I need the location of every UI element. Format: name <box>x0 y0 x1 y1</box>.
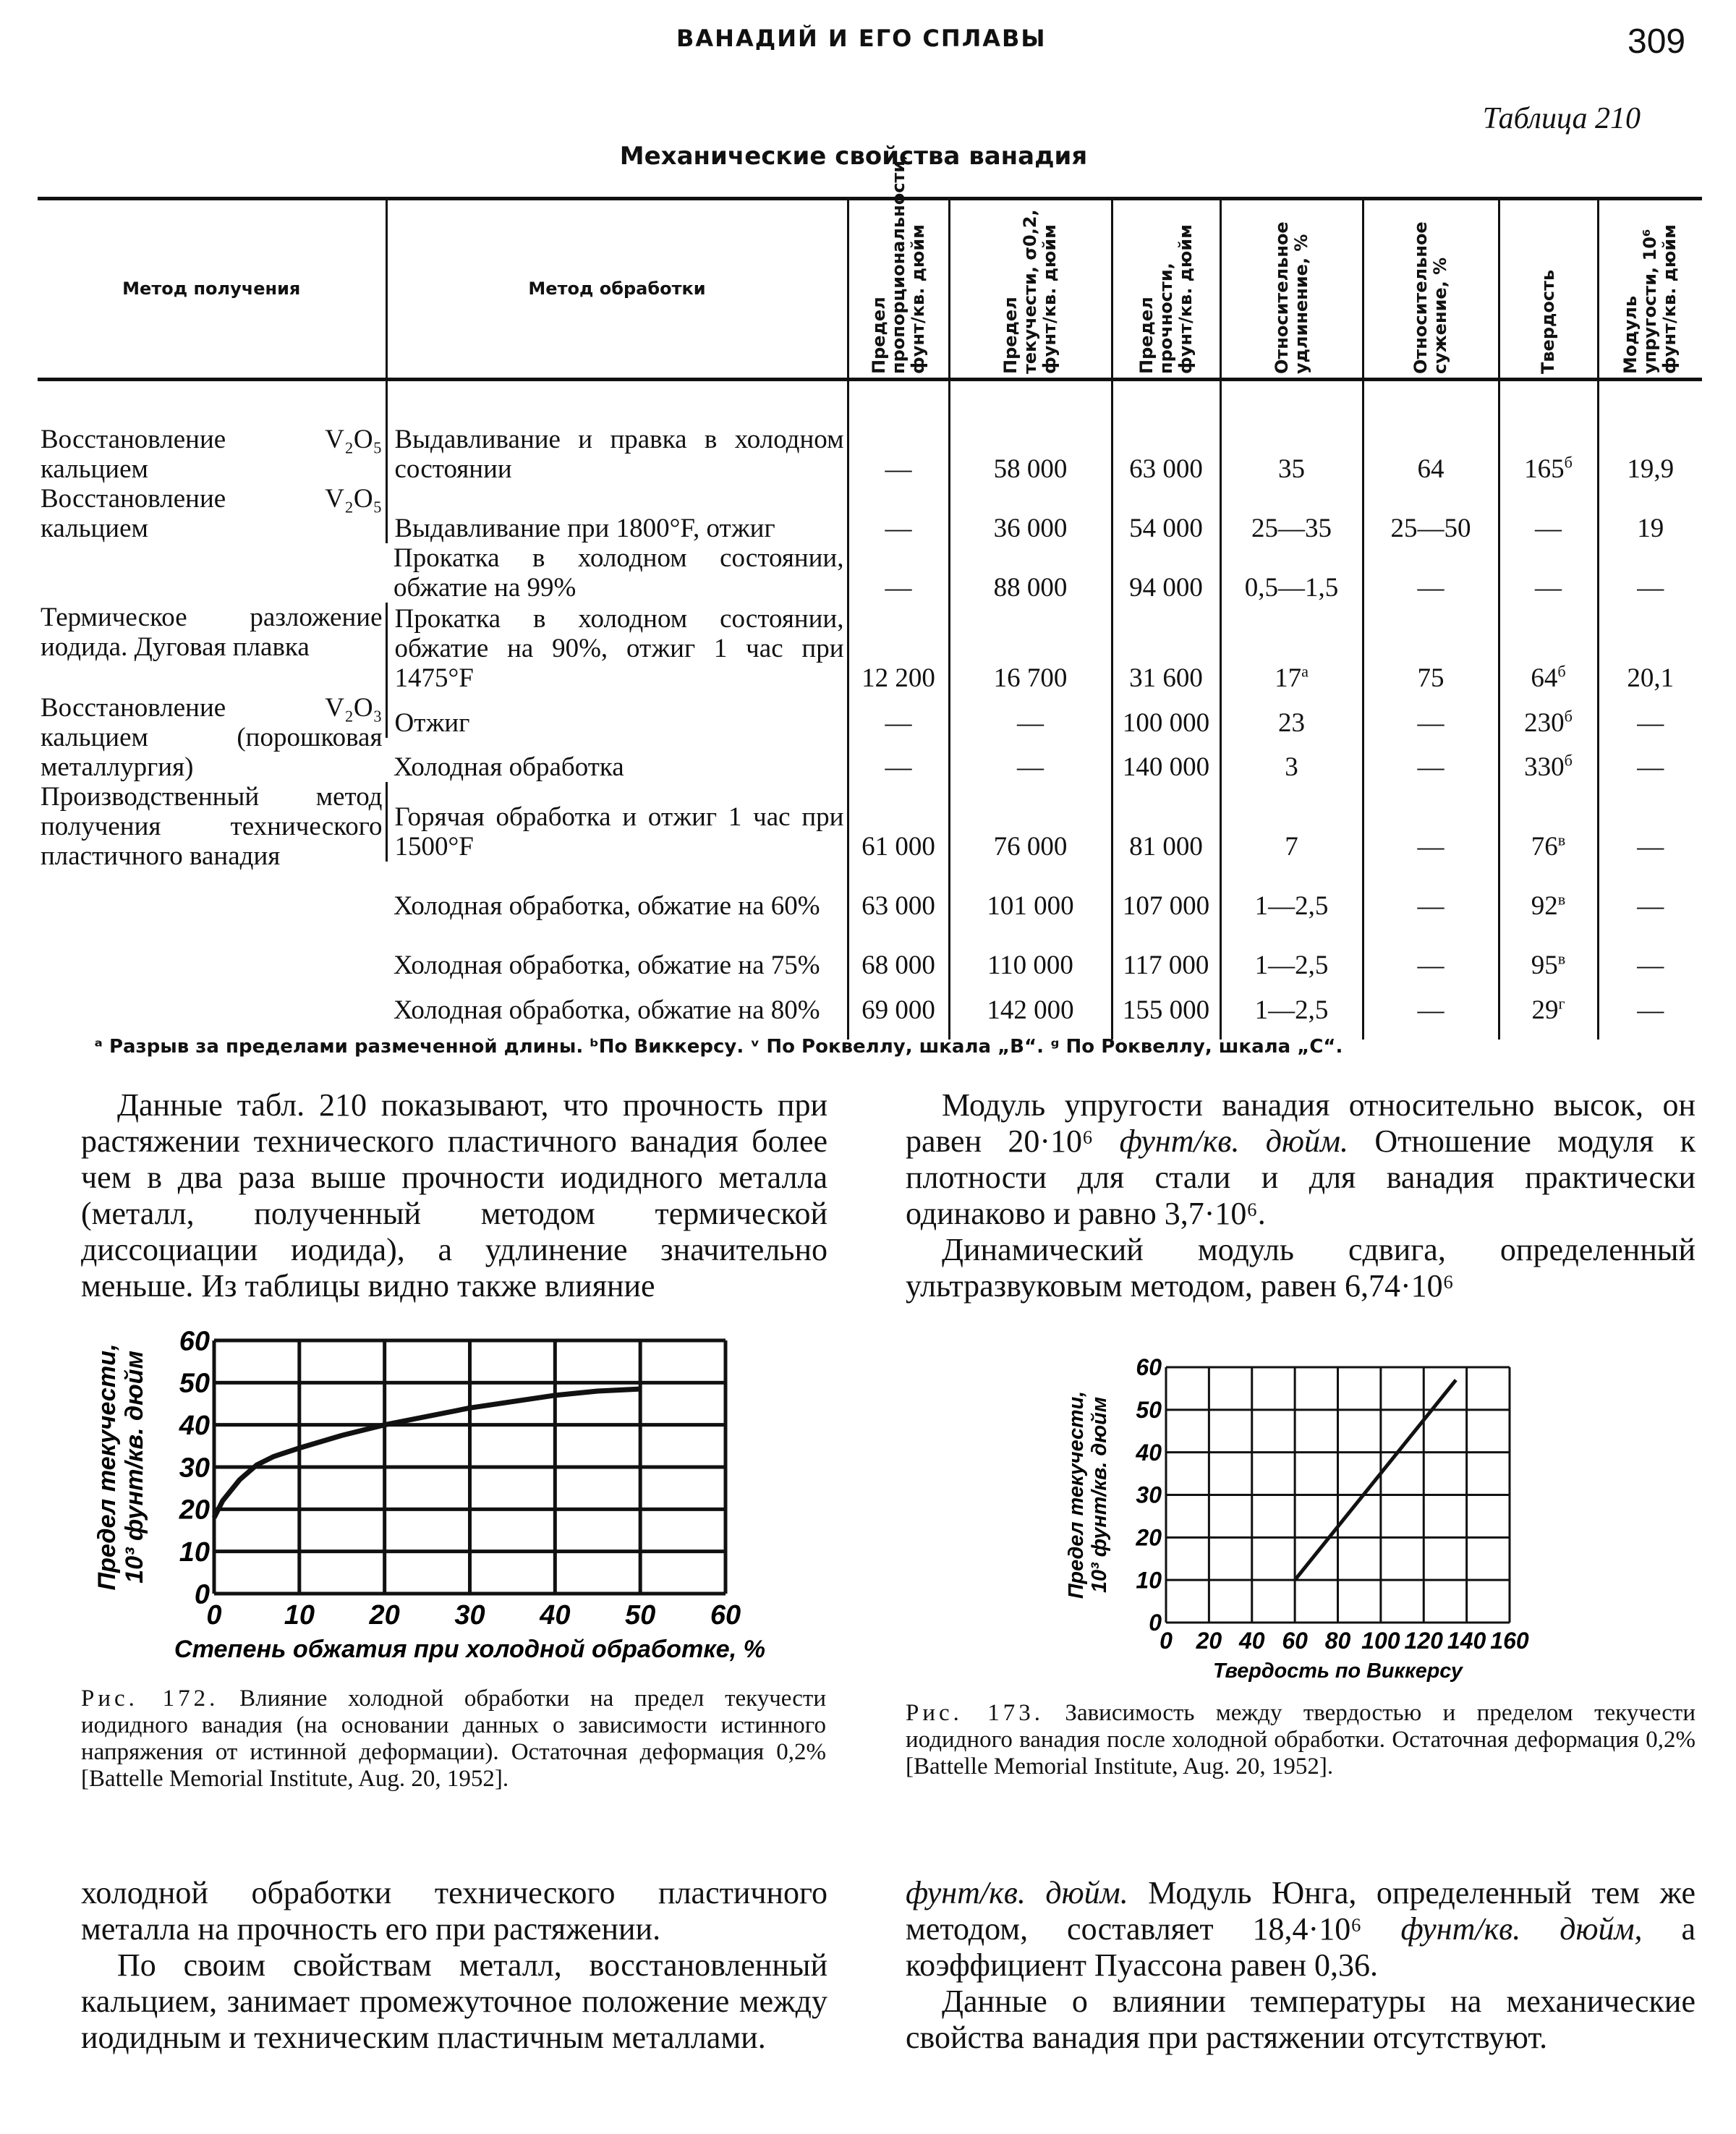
value-cell: — <box>1598 782 1702 862</box>
value-cell: 63 000 <box>848 862 949 921</box>
x-tick-label: 0 <box>206 1600 222 1631</box>
value-cell: 68 000 <box>848 921 949 980</box>
x-tick-label: 60 <box>710 1600 741 1631</box>
running-title: ВАНАДИЙ И ЕГО СПЛАВЫ <box>676 25 1047 52</box>
value-cell: 3 <box>1220 738 1363 783</box>
column-header: Предел прочности, фунт/кв. дюйм <box>1112 199 1220 380</box>
value-cell: 19 <box>1598 484 1702 543</box>
value-cell: 7 <box>1220 782 1363 862</box>
table-row <box>38 380 1702 485</box>
x-tick-label: 40 <box>540 1600 571 1631</box>
value-cell: $17^а$ <box>1220 603 1363 693</box>
value-cell: 140 000 <box>1112 738 1220 783</box>
y-tick-label: 60 <box>179 1326 210 1357</box>
table-row <box>38 603 1702 693</box>
process-cell: Выдавливание и правка в холодном состоянии <box>386 380 848 485</box>
value-cell: — <box>1499 484 1598 543</box>
process-cell: Отжиг <box>386 693 848 738</box>
page-number: 309 <box>1628 22 1686 61</box>
value-cell: 117 000 <box>1112 921 1220 980</box>
value-cell: 142 000 <box>949 980 1112 1040</box>
value-cell: — <box>1363 738 1499 783</box>
column-header: Предел пропорциональности, фунт/кв. дюйм <box>848 199 949 380</box>
y-tick-label: 20 <box>1136 1524 1162 1551</box>
method-cell: Восстановление V₂O₅ кальцием <box>41 484 383 543</box>
y-tick-label: 10 <box>1136 1567 1162 1594</box>
value-cell: $76^в$ <box>1499 782 1598 862</box>
paragraph: По своим свойствам металл, восстановленный кальцием, занимает промежуточное положение между иодидным и техническим пластичным металлами. <box>81 1947 827 2055</box>
figure-172-chart <box>93 1317 766 1678</box>
column-header: Метод обработки <box>386 199 848 380</box>
table-footnote: ᵃ Разрыв за пределами размеченной длины. ᵇПо Виккерсу. ᵛ По Роквеллу, шкала „В“. ᵍ По Роквеллу, шкала „С“. <box>94 1036 1343 1058</box>
x-tick-label: 50 <box>625 1600 656 1631</box>
table-row <box>38 782 1702 862</box>
value-cell: — <box>848 543 949 603</box>
x-axis-label: Степень обжатия при холодной обработке, % <box>174 1636 766 1663</box>
x-tick-label: 20 <box>369 1600 400 1631</box>
paragraph: Данные о влиянии температуры на механические свойства ванадия при растяжении отсутствуют. <box>906 1984 1695 2055</box>
value-cell: 31 600 <box>1112 603 1220 693</box>
value-cell: 155 000 <box>1112 980 1220 1040</box>
value-cell: $165^б$ <box>1499 380 1598 485</box>
y-tick-label: 50 <box>1136 1397 1162 1424</box>
column-header: Метод получения <box>38 199 386 380</box>
value-cell: 64 <box>1363 380 1499 485</box>
value-cell: — <box>1363 782 1499 862</box>
process-cell: Холодная обработка, обжатие на 80% <box>393 995 820 1025</box>
table-row <box>38 693 1702 738</box>
column-header: Твердость <box>1499 199 1598 380</box>
x-tick-label: 140 <box>1447 1628 1486 1654</box>
paragraph: холодной обработки технического пластичного металла на прочность его при растяжении. <box>81 1875 827 1947</box>
y-tick-label: 30 <box>179 1453 210 1484</box>
y-tick-label: 30 <box>1136 1482 1162 1508</box>
value-cell: $92^в$ <box>1499 862 1598 921</box>
process-cell: Горячая обработка и отжиг 1 час при 1500°F <box>386 782 848 862</box>
y-tick-label: 0 <box>1149 1610 1162 1636</box>
value-cell: — <box>1598 980 1702 1040</box>
value-cell: 63 000 <box>1112 380 1220 485</box>
value-cell: — <box>1363 862 1499 921</box>
value-cell: 94 000 <box>1112 543 1220 603</box>
process-cell: Прокатка в холодном состоянии, обжатие на 99% <box>393 543 844 603</box>
x-tick-label: 0 <box>1160 1628 1173 1654</box>
value-cell: 75 <box>1363 603 1499 693</box>
figure-173-chart <box>1049 1346 1555 1685</box>
value-cell: 61 000 <box>848 782 949 862</box>
value-cell: 81 000 <box>1112 782 1220 862</box>
table-row <box>38 484 1702 543</box>
process-cell: Холодная обработка, обжатие на 60% <box>393 891 820 921</box>
paragraph: Данные табл. 210 показывают, что прочность при растяжении технического пластичного ванадия более чем в два раза выше прочности иодидного металла (металл, полученный методом термической диссоциации иодида), а удлинение значительно меньше. Из таблицы видно также влияние <box>81 1087 827 1304</box>
value-cell: 25—50 <box>1363 484 1499 543</box>
value-cell: — <box>848 738 949 783</box>
method-cell: Восстановление V₂O₅ кальцием <box>41 425 383 484</box>
column-header: Предел текучести, σ0,2, фунт/кв. дюйм <box>949 199 1112 380</box>
process-cell: Холодная обработка, обжатие на 75% <box>393 951 820 980</box>
y-axis-label-units: 10³ фунт/кв. дюйм <box>121 1351 149 1584</box>
value-cell: 35 <box>1220 380 1363 485</box>
x-axis-label: Твердость по Виккерсу <box>1213 1659 1463 1683</box>
value-cell: — <box>1363 980 1499 1040</box>
column-header: Модуль упругости, 10⁶ фунт/кв. дюйм <box>1598 199 1702 380</box>
value-cell: 76 000 <box>949 782 1112 862</box>
value-cell: — <box>1363 921 1499 980</box>
figure-172-caption: Рис. 172. Влияние холодной обработки на предел текучести иодидного ванадия (на основании данных о зависимости истинного напряжения от истинной деформации). Остаточная деформация 0,2% [Battelle Memorial Institute, Aug. 20, 1952]. <box>81 1685 826 1792</box>
y-tick-label: 20 <box>179 1495 210 1526</box>
left-column-top <box>81 1087 827 1304</box>
paragraph: Динамический модуль сдвига, определенный ультразвуковым методом, равен 6,74·10⁶ <box>906 1232 1695 1304</box>
value-cell: 20,1 <box>1598 603 1702 693</box>
y-tick-label: 40 <box>1136 1439 1162 1466</box>
value-cell: 100 000 <box>1112 693 1220 738</box>
value-cell: 101 000 <box>949 862 1112 921</box>
value-cell: — <box>1598 862 1702 921</box>
method-cell: Термическое разложение иодида. Дуговая плавка <box>41 603 383 662</box>
value-cell: 1—2,5 <box>1220 862 1363 921</box>
process-cell: Выдавливание при 1800°F, отжиг <box>386 484 848 543</box>
y-tick-label: 40 <box>179 1410 210 1441</box>
value-cell: — <box>848 484 949 543</box>
x-tick-label: 30 <box>454 1600 485 1631</box>
value-cell: 36 000 <box>949 484 1112 543</box>
left-column-bottom <box>81 1875 827 2056</box>
y-tick-label: 60 <box>1136 1354 1162 1381</box>
value-cell: $330^б$ <box>1499 738 1598 783</box>
value-cell: — <box>848 380 949 485</box>
value-cell: 58 000 <box>949 380 1112 485</box>
value-cell: 69 000 <box>848 980 949 1040</box>
x-tick-label: 80 <box>1324 1628 1351 1654</box>
value-cell: 107 000 <box>1112 862 1220 921</box>
value-cell: 110 000 <box>949 921 1112 980</box>
y-axis-label-units: 10³ фунт/кв. дюйм <box>1087 1397 1111 1593</box>
x-tick-label: 120 <box>1404 1628 1443 1654</box>
y-tick-label: 50 <box>179 1368 210 1399</box>
paragraph: фунт/кв. дюйм. Модуль Юнга, определенный тем же методом, составляет 18,4·10⁶ фунт/кв. дюйм, а коэффициент Пуассона равен 0,36. <box>906 1875 1695 1983</box>
value-cell: — <box>1499 543 1598 603</box>
value-cell: — <box>1598 921 1702 980</box>
method-cell: Восстановление V₂O₃ кальцием (порошковая металлургия) <box>41 693 383 782</box>
table-title: Механические свойства ванадия <box>619 142 1088 171</box>
x-tick-label: 160 <box>1490 1628 1529 1654</box>
value-cell: — <box>1598 693 1702 738</box>
value-cell: 12 200 <box>848 603 949 693</box>
process-cell: Прокатка в холодном состоянии, обжатие на 90%, отжиг 1 час при 1475°F <box>386 603 848 693</box>
x-tick-label: 20 <box>1196 1628 1222 1654</box>
paragraph: Модуль упругости ванадия относительно высок, он равен 20·10⁶ фунт/кв. дюйм. Отношение модуля к плотности для стали и для ванадия практически одинаково и равно 3,7·10⁶. <box>906 1087 1695 1231</box>
value-cell: $29^г$ <box>1499 980 1598 1040</box>
value-cell: — <box>848 693 949 738</box>
value-cell: 1—2,5 <box>1220 980 1363 1040</box>
value-cell: — <box>1598 543 1702 603</box>
x-tick-label: 40 <box>1238 1628 1265 1654</box>
x-tick-label: 60 <box>1282 1628 1308 1654</box>
method-cell: Производственный метод получения технического пластичного ванадия <box>41 782 383 871</box>
value-cell: — <box>1363 543 1499 603</box>
value-cell: 88 000 <box>949 543 1112 603</box>
value-cell: 19,9 <box>1598 380 1702 485</box>
table-number: Таблица 210 <box>1482 102 1641 135</box>
value-cell: $230^б$ <box>1499 693 1598 738</box>
value-cell: 23 <box>1220 693 1363 738</box>
y-tick-label: 0 <box>194 1579 210 1610</box>
value-cell: $64^б$ <box>1499 603 1598 693</box>
x-tick-label: 10 <box>284 1600 315 1631</box>
value-cell: $95^в$ <box>1499 921 1598 980</box>
y-tick-label: 10 <box>179 1536 210 1568</box>
value-cell: 25—35 <box>1220 484 1363 543</box>
data-line <box>214 1389 640 1518</box>
column-header: Относительное сужение, % <box>1363 199 1499 380</box>
value-cell: — <box>1363 693 1499 738</box>
figure-173-caption: Рис. 173. Зависимость между твердостью и пределом текучести иодидного ванадия после холодной обработки. Остаточная деформация 0,2% [Battelle Memorial Institute, Aug. 20, 1952]. <box>906 1700 1695 1780</box>
value-cell: — <box>1598 738 1702 783</box>
value-cell: — <box>949 693 1112 738</box>
value-cell: 54 000 <box>1112 484 1220 543</box>
value-cell: 0,5—1,5 <box>1220 543 1363 603</box>
right-column-bottom <box>906 1875 1695 2056</box>
value-cell: — <box>949 738 1112 783</box>
column-header: Относительное удлинение, % <box>1220 199 1363 380</box>
process-cell: Холодная обработка <box>393 752 624 782</box>
right-column-top <box>906 1087 1695 1304</box>
x-tick-label: 100 <box>1361 1628 1400 1654</box>
value-cell: 16 700 <box>949 603 1112 693</box>
y-axis-label: Предел текучести, <box>93 1343 122 1591</box>
y-axis-label: Предел текучести, <box>1064 1390 1088 1599</box>
value-cell: 1—2,5 <box>1220 921 1363 980</box>
